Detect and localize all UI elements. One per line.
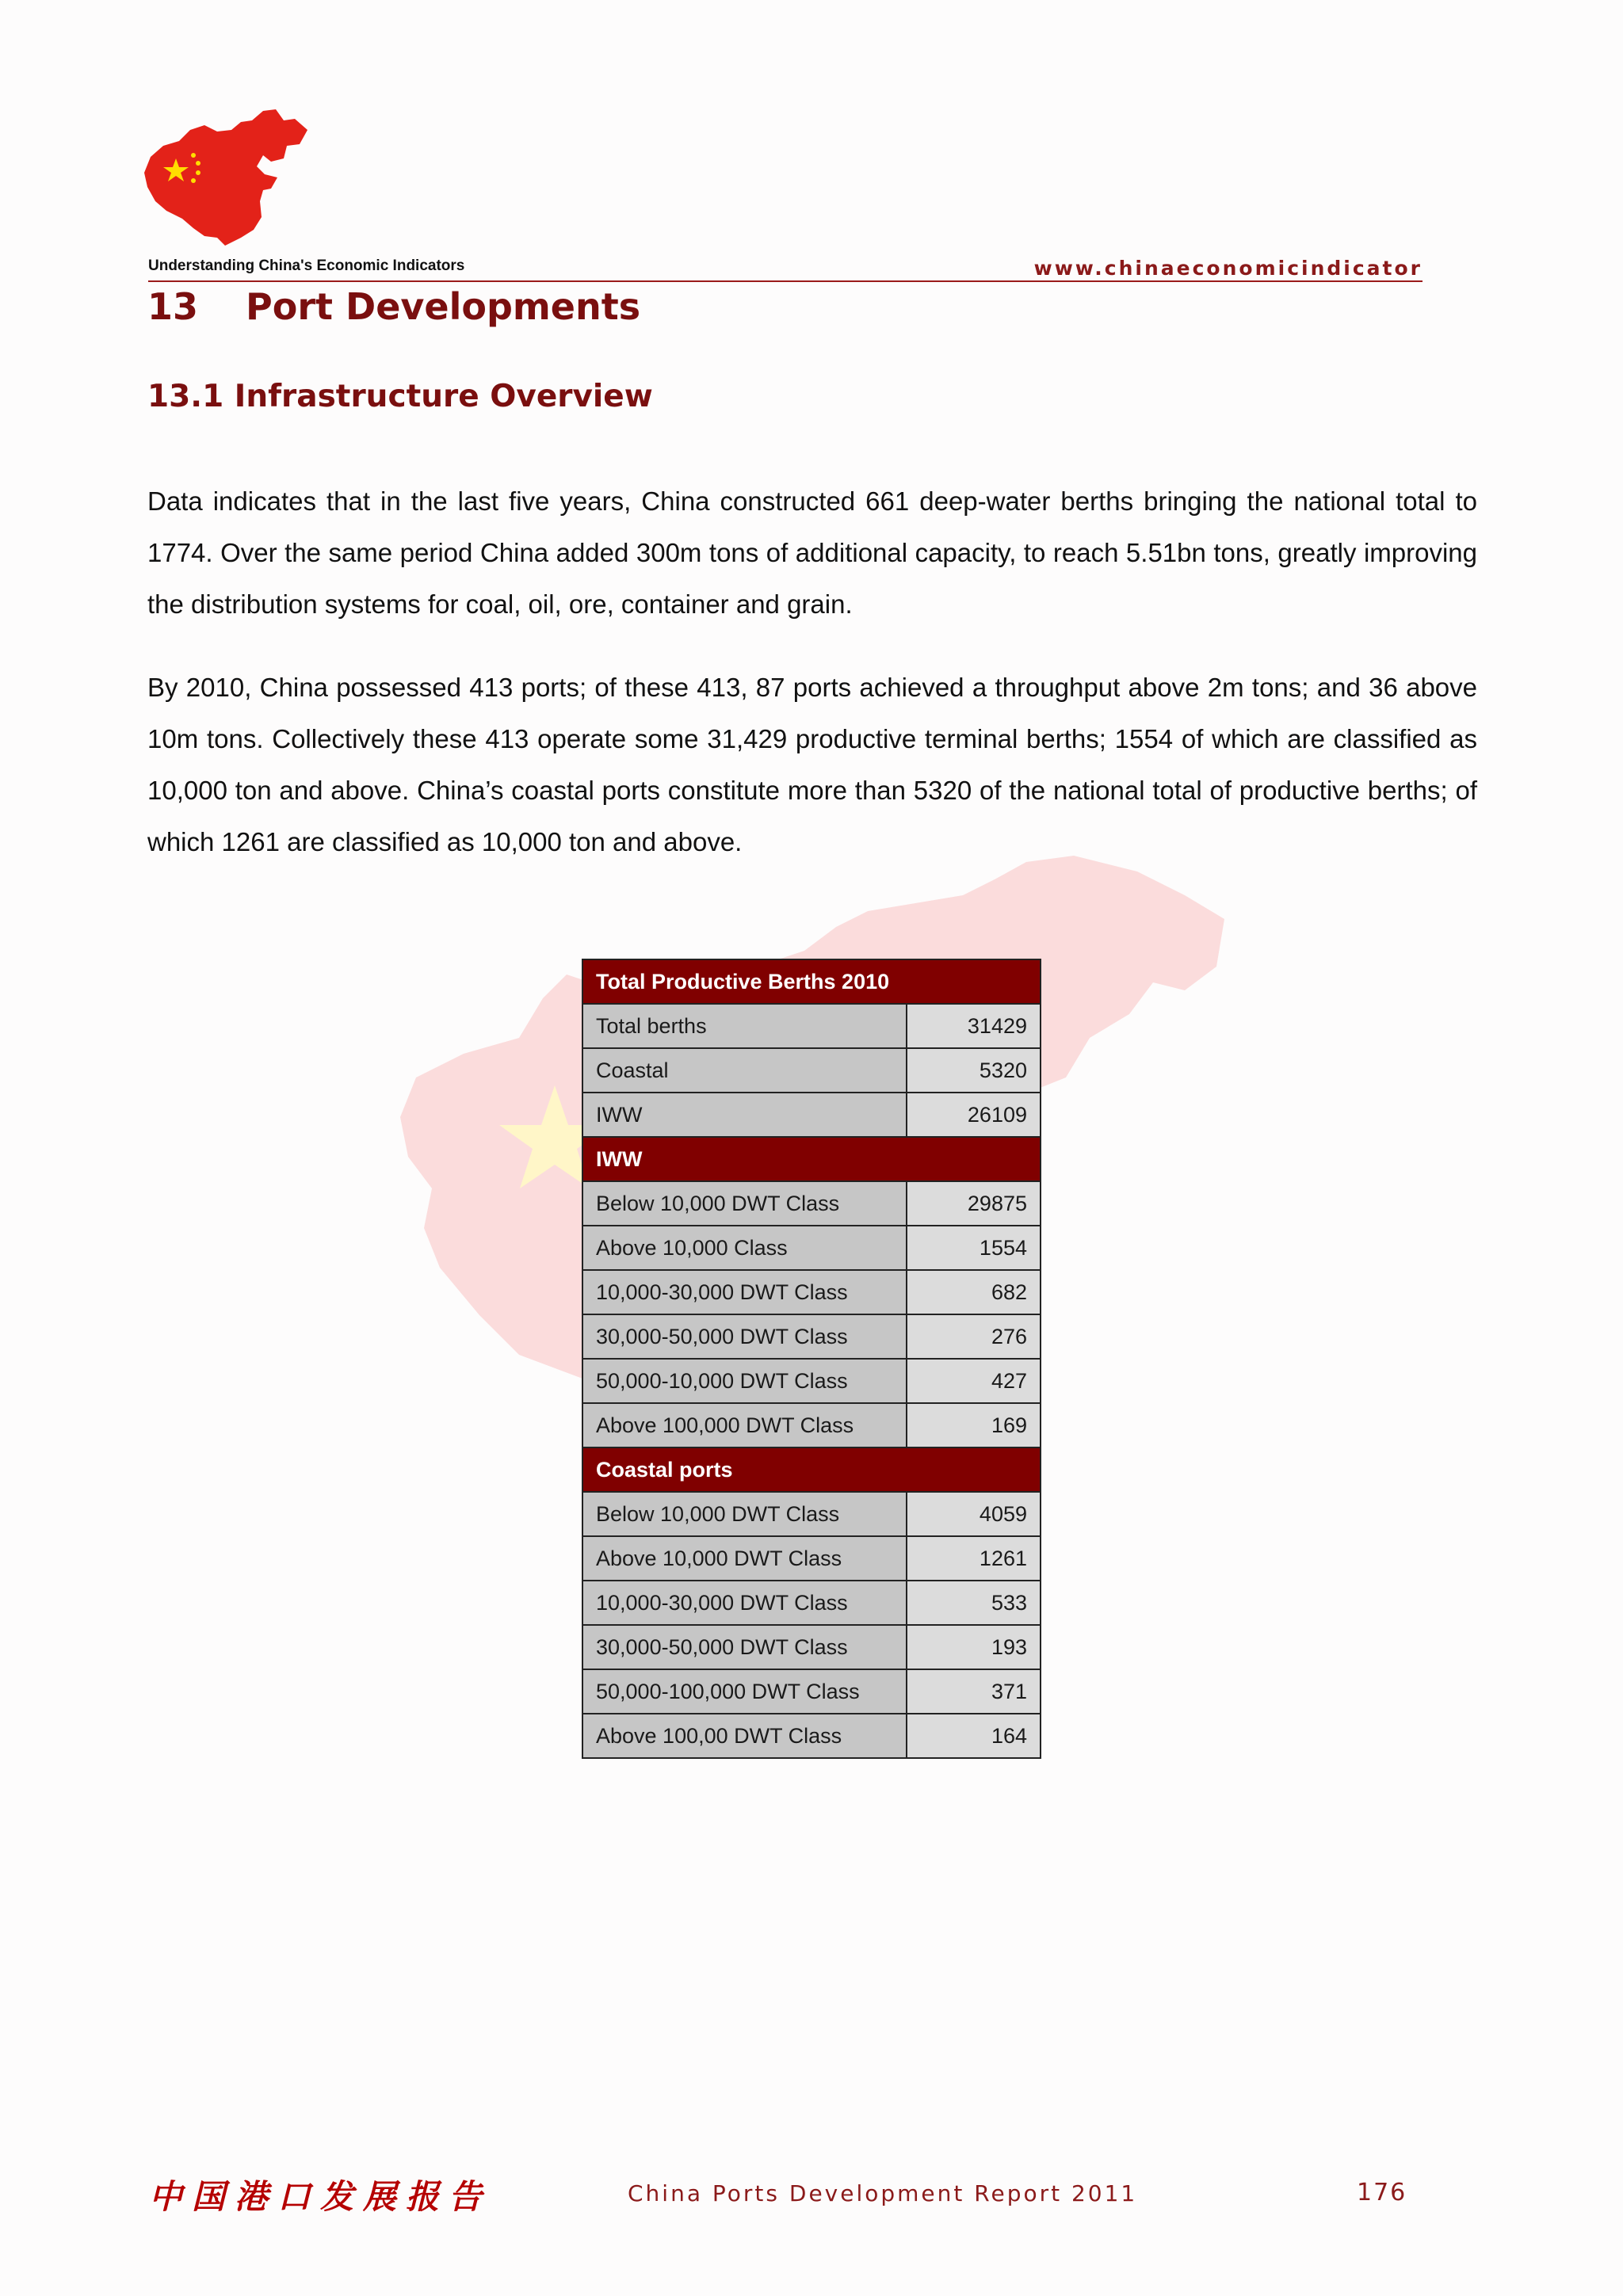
row-value: 26109 xyxy=(907,1093,1041,1137)
row-value: 682 xyxy=(907,1270,1041,1314)
row-value: 276 xyxy=(907,1314,1041,1359)
footer-chinese-title: 中国港口发展报告 xyxy=(149,2177,492,2216)
row-value: 4059 xyxy=(907,1492,1041,1536)
row-label: 50,000-100,000 DWT Class xyxy=(582,1669,907,1714)
row-label: Total berths xyxy=(582,1004,907,1048)
table-title: Total Productive Berths 2010 xyxy=(582,959,1041,1004)
table-row xyxy=(582,1625,1041,1669)
table-row xyxy=(582,1714,1041,1758)
footer-report-title: China Ports Development Report 2011 xyxy=(628,2180,1138,2206)
row-label: Coastal xyxy=(582,1048,907,1093)
table-row xyxy=(582,1359,1041,1403)
header-tagline: Understanding China's Economic Indicators xyxy=(148,257,465,274)
table-row xyxy=(582,1403,1041,1447)
row-value: 29875 xyxy=(907,1181,1041,1226)
row-value: 1261 xyxy=(907,1536,1041,1581)
section-header-row xyxy=(582,1137,1041,1181)
iww-section-header: IWW xyxy=(582,1137,1041,1181)
coastal-section-header: Coastal ports xyxy=(582,1447,1041,1492)
row-value: 533 xyxy=(907,1581,1041,1625)
china-map-logo xyxy=(144,109,311,248)
body-paragraph: Data indicates that in the last five years, China constructed 661 deep-water berths bringing the national total to 1774. Over the same period China added 300m tons of additional capacity, to reach 5.51bn tons, greatly improving the distribution systems for coal, oil, ore, container and grain. xyxy=(147,486,1477,619)
row-value: 193 xyxy=(907,1625,1041,1669)
row-value: 164 xyxy=(907,1714,1041,1758)
table-row xyxy=(582,1581,1041,1625)
header-divider xyxy=(148,280,1423,282)
section-heading: 13.1 Infrastructure Overview xyxy=(147,379,653,414)
table-row xyxy=(582,1536,1041,1581)
berths-table xyxy=(582,959,1041,1759)
row-label: 50,000-10,000 DWT Class xyxy=(582,1359,907,1403)
chapter-number: 13 xyxy=(147,285,199,328)
row-value: 371 xyxy=(907,1669,1041,1714)
row-label: 30,000-50,000 DWT Class xyxy=(582,1625,907,1669)
table-row xyxy=(582,1004,1041,1048)
table-row xyxy=(582,1492,1041,1536)
small-star-icon xyxy=(196,170,200,175)
table-row xyxy=(582,1226,1041,1270)
row-label: Above 10,000 Class xyxy=(582,1226,907,1270)
row-label: Below 10,000 DWT Class xyxy=(582,1181,907,1226)
table-row xyxy=(582,1314,1041,1359)
small-star-icon xyxy=(196,161,200,166)
table-row xyxy=(582,1181,1041,1226)
table-row xyxy=(582,1270,1041,1314)
row-label: 10,000-30,000 DWT Class xyxy=(582,1581,907,1625)
chapter-title: Port Developments xyxy=(246,285,641,328)
row-label: 10,000-30,000 DWT Class xyxy=(582,1270,907,1314)
row-label: 30,000-50,000 DWT Class xyxy=(582,1314,907,1359)
row-value: 427 xyxy=(907,1359,1041,1403)
chapter-heading xyxy=(147,285,640,328)
row-value: 169 xyxy=(907,1403,1041,1447)
table-header-row xyxy=(582,959,1041,1004)
small-star-icon xyxy=(191,178,196,183)
row-label: Above 100,000 DWT Class xyxy=(582,1403,907,1447)
row-label: Above 100,00 DWT Class xyxy=(582,1714,907,1758)
row-value: 1554 xyxy=(907,1226,1041,1270)
table-row xyxy=(582,1669,1041,1714)
header-site-link[interactable]: www.chinaeconomicindicator xyxy=(1033,257,1423,280)
row-value: 5320 xyxy=(907,1048,1041,1093)
row-value: 31429 xyxy=(907,1004,1041,1048)
row-label: Below 10,000 DWT Class xyxy=(582,1492,907,1536)
row-label: IWW xyxy=(582,1093,907,1137)
table-row xyxy=(582,1093,1041,1137)
section-header-row xyxy=(582,1447,1041,1492)
small-star-icon xyxy=(191,153,196,158)
page-number: 176 xyxy=(1357,2179,1407,2206)
china-map-shape xyxy=(144,109,307,246)
table-row xyxy=(582,1048,1041,1093)
row-label: Above 10,000 DWT Class xyxy=(582,1536,907,1581)
body-paragraph: By 2010, China possessed 413 ports; of these 413, 87 ports achieved a throughput above 2m tons; and 36 above 10m tons. Collectively these 413 operate some 31,429 productive terminal berths; 1554 of which are classified as 10,000 ton and above. China’s coastal ports constitute more than 5320 of the national total of productive berths; of which 1261 are classified as 10,000 ton and above. xyxy=(147,673,1477,856)
